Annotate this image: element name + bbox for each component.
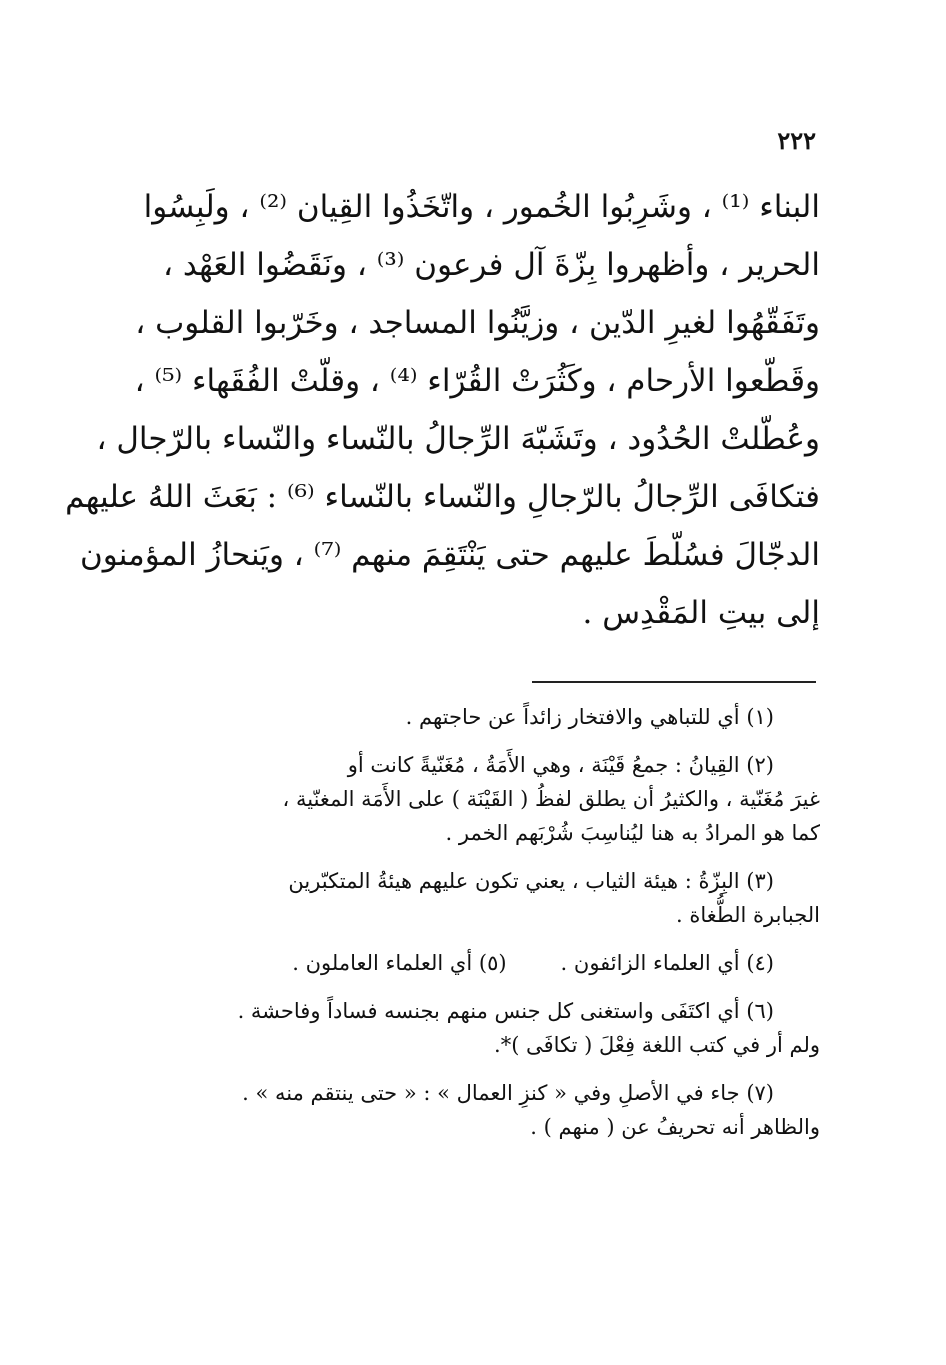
main-line: إلى بيتِ المَقْدِس . [582,595,820,631]
footnote-line: ولم أر في كتب اللغة فِعْلَ ( تكافَى )*. [494,1033,820,1057]
main-line: الحرير ، وأظهروا بِزّةَ آل فرعون ⁽³⁾ ، ونَقَضُوا العَهْد ، [162,247,820,283]
footnote-line: (٦) أي اكتَفَى واستغنى كل جنس منهم بجنسه فساداً وفاحشة . [237,999,774,1023]
footnote-1 [128,700,820,734]
page-number: ٢٢٢ [777,126,816,155]
footnote-4: (٤) أي العلماء الزائفون . [560,951,774,975]
footnote-line: (٣) البِزّةُ : هيئة الثياب ، يعني تكون عليهم هيئةُ المتكبّرين [288,869,774,893]
footnote-line: (١) أي للتباهي والافتخار زائداً عن حاجتهم . [405,705,774,729]
main-line: فتكافَى الرِّجالُ بالرّجالِ والنّساء بالنّساء ⁽⁶⁾ : بَعَثَ اللهُ عليهم [65,479,820,515]
footnote-4-5 [128,946,820,980]
footnote-line: (٧) جاء في الأصلِ وفي « كنزِ العمال » : « حتى ينتقم منه » . [242,1081,774,1105]
footnote-5: (٥) أي العلماء العاملون . [292,951,507,975]
main-text [65,178,820,642]
main-line: وقَطّعوا الأرحام ، وكَثُرَتْ القُرّاء ⁽⁴⁾ ، وقلّتْ الفُقَهاء ⁽⁵⁾ ، [134,363,820,399]
footnote-line: (٢) القِيانُ : جمعُ قَيْنَة ، وهي الأَمَةُ ، مُغَنّيةً كانت أو [347,753,774,777]
main-line: البناء ⁽¹⁾ ، وشَرِبُوا الخُمور ، واتّخَذُوا القِيان ⁽²⁾ ، ولَبِسُوا [143,189,820,225]
footnote-3 [128,864,820,932]
footnote-line: كما هو المرادُ به هنا ليُناسِبَ شُرْبَهم الخمر . [445,821,820,845]
footnote-7 [128,1076,820,1144]
footnote-line: والظاهر أنه تحريفُ عن ( منهم ) . [530,1115,820,1139]
footnote-6 [128,994,820,1062]
footnote-line: غيرَ مُغَنّية ، والكثيرُ أن يطلق لفظُ ( القَيْنَة ) على الأَمَة المغنّية ، [282,787,820,811]
main-line: وعُطّلتْ الحُدُود ، وتَشَبّهَ الرِّجالُ بالنّساء والنّساء بالرّجال ، [96,421,820,457]
main-line: وتَفَقّهُوا لغيرِ الدّين ، وزيَّنُوا المساجد ، وخَرّبوا القلوب ، [135,305,820,341]
footnote-line: الجبابرة الطُّغاة . [676,903,820,927]
footnote-2 [128,748,820,850]
footnote-separator [532,681,816,683]
main-line: الدجّالَ فسُلّطَ عليهم حتى يَنْتَقِمَ منهم ⁽⁷⁾ ، ويَنحازُ المؤمنون [79,537,820,573]
footnotes [128,700,820,1158]
